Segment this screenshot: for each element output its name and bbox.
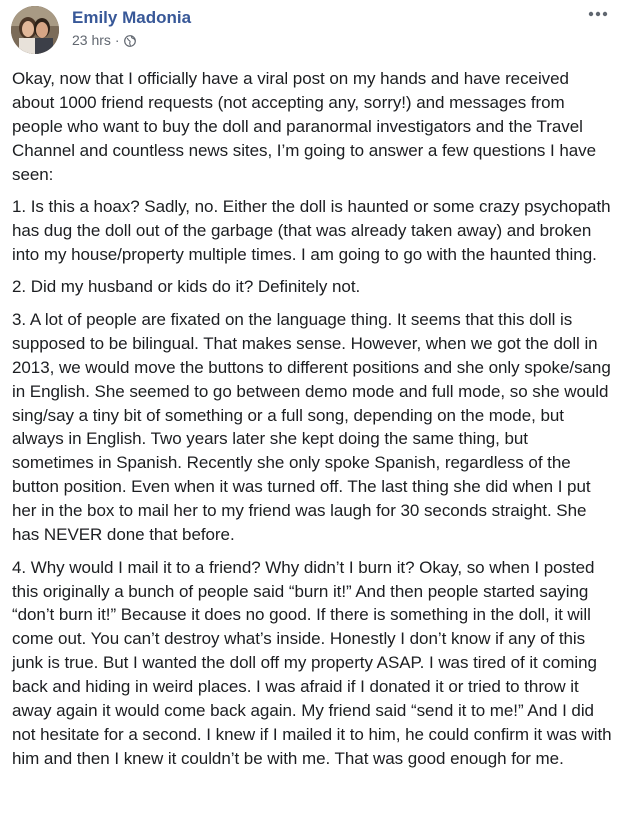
more-options-icon[interactable] xyxy=(587,6,609,22)
avatar[interactable] xyxy=(11,6,59,54)
post-timestamp[interactable]: 23 hrs xyxy=(72,32,111,48)
post-paragraph-4: 4. Why would I mail it to a friend? Why didn’t I burn it? Okay, so when I posted this originally a bunch of people said “burn it!” And then people started saying “don’t burn it!” Because it does no good. If there is something in the doll, it will come out. You can’t destroy what’s inside. Honestly I don’t know if any of this junk is true. But I wanted the doll off my property ASAP. I was tired of it coming back and hiding in weird places. I was afraid if I donated it or tried to throw it away again it would come back again. My friend said “send it to me!” And I did not hesitate for a second. I knew if I mailed it to him, he could confirm it was with him and then I knew it couldn’t be with me. That was good enough for me. xyxy=(12,557,612,768)
post-meta xyxy=(72,32,136,48)
profile-photo xyxy=(11,6,59,54)
post-paragraph-intro: Okay, now that I officially have a viral post on my hands and have received about 1000 friend requests (not accepting any, sorry!) and messages from people who want to buy the doll and paranormal investigators and the Travel Channel and countless news sites, I’m going to answer a few questions I have seen: xyxy=(12,69,596,184)
globe-icon[interactable] xyxy=(124,34,136,46)
post-paragraph-1: 1. Is this a hoax? Sadly, no. Either the doll is haunted or some crazy psychopath has dug the doll out of the garbage (that was already taken away) and broken into my house/property multiple times. I am going to go with the haunted thing. xyxy=(12,197,611,264)
post-body xyxy=(12,67,612,779)
post-header xyxy=(11,6,609,56)
author-name[interactable]: Emily Madonia xyxy=(72,8,192,27)
post-paragraph-3: 3. A lot of people are fixated on the language thing. It seems that this doll is supposed to be bilingual. That makes sense. However, when we got the doll in 2013, we would move the buttons to different positions and she only spoke/sang in English. She seemed to go between demo mode and full mode, so she would sing/say a tiny bit of something or a full song, depending on the mode, but always in English. Two years later she kept doing the same thing, but sometimes in Spanish. Recently she only spoke Spanish, regardless of the button position. Even when it was turned off. The last thing she did when I put her in the box to mail her to my friend was laugh for 30 seconds straight. She has NEVER done that before. xyxy=(12,309,611,545)
meta-separator: · xyxy=(114,32,120,48)
post-paragraph-2: 2. Did my husband or kids do it? Definitely not. xyxy=(12,277,361,297)
